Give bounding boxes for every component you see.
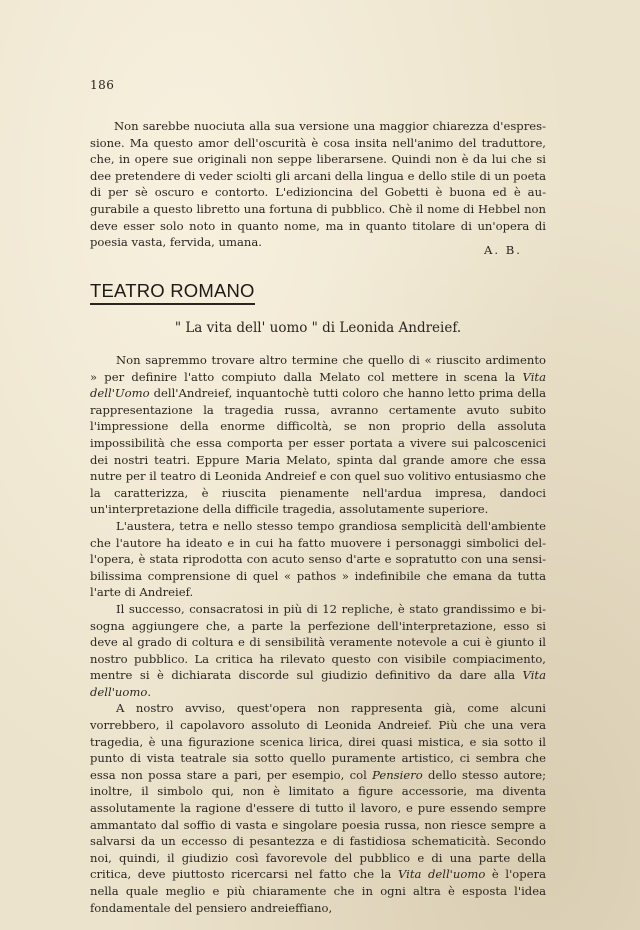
text-run: dello stesso autore; inoltre, il simbolo qui, non è limitato a figure accessorie, ma diventa assolutamente la ragione d'essere di tutto il lavoro, e pure essendo sempre ammantato dal soffio di vasta e singolare poesia russa, non riesce sempre a salvarsi da un eccesso di pesantezza e di fastidiosa schematicità. Secondo noi, quindi, il giudizio così favorevole del pubblico e di una parte della critica, deve piuttosto ricercarsi nel fatto che la <box>90 767 546 882</box>
play-title-italic: Pensiero <box>372 767 423 782</box>
text-run: . <box>147 684 151 699</box>
review-title: " La vita dell' uomo " di Leonida Andreief. <box>174 320 462 336</box>
review-paragraph-3 <box>90 601 546 701</box>
text-run: A nostro avviso, quest'opera non rappresenta già, come alcuni vorrebbero, il capolavoro assoluto di Leonida Andreief. Più che una vera tragedia, è una figurazione scenica lirica, direi quasi mistica, e sia sotto il punto di vista teatrale sia sotto quello puramente artistico, ci sembra che essa non possa stare a pari, per esempio, col <box>90 701 546 782</box>
review-paragraph-2: L'austera, tetra e nello stesso tempo grandiosa semplicità dell'ambiente che l'autore ha ideato e in cui ha fatto muovere i personaggi simbolici dell'opera, è stata riprodotta con acuto senso d'arte e sopratutto con una sensibilissima comprensione di quel « pathos » indefinibile che emana da tutta l'arte di Andreief. <box>90 518 546 600</box>
play-title-italic: Vita dell'uomo <box>397 867 486 882</box>
theater-review <box>90 352 546 916</box>
text-run: è l'opera nella quale meglio e più chiaramente che in ogni altra è esposta l'idea fondamentale del pensiero andreieffiano, <box>90 867 546 915</box>
play-title-italic: Vita dell'Uomo <box>90 369 546 401</box>
review-paragraph: Non sarebbe nuociuta alla sua versione una maggior chiarezza d'espressione. Ma questo amor dell'oscurità è cosa insita nell'animo del traduttore, che, in opere sue originali non seppe liberarsene. Quindi non è da lui che si dee pretendere di veder sciolti gli arcani della lingua e dello stile di un poeta di per sè oscuro e contorto. L'edizioncina del Gobetti è buona ed è augurabile a questo libretto una fortuna di pubblico. Chè il nome di Hebbel non deve esser solo noto in quanto nome, ma in quanto titolare di un'opera di poesia vasta, fervida, umana. <box>90 119 546 250</box>
text-run: Non sapremmo trovare altro termine che quello di « riuscito ardimento » per definire l'atto compiuto dalla Melato col mettere in scena la <box>90 353 546 384</box>
section-heading: TEATRO ROMANO <box>90 280 255 305</box>
review-continuation <box>90 118 546 251</box>
review-paragraph-4 <box>90 700 546 916</box>
play-title-italic: Vita dell'uomo <box>90 668 546 699</box>
review-paragraph-1 <box>90 352 546 518</box>
text-run: dell'Andreief, inquantochè tutti coloro che hanno letto prima della rappresentazione la tragedia russa, avranno certamente avuto subito l'impressione della enorme difficoltà, se non proprio della assoluta impossibilità che essa comporta per esser portata a vivere sui palcoscenici dei nostri teatri. Eppure Maria Melato, spinta dal grande amore che essa nutre per il teatro di Leonida Andreief e con quel suo volitivo entusiasmo che la caratterizza, è riuscita pienamente nell'ardua impresa, dandoci un'interpretazione della difficile tragedia, assolutamente superiore. <box>90 386 546 517</box>
text-run: Il successo, consacratosi in più di 12 repliche, è stato grandissimo e bisogna aggiungere che, a parte la perfezione dell'interpretazione, esso si deve al grado di coltura e di sensibilità veramente notevole a cui è giunto il nostro pubblico. La critica ha rilevato questo con visibile compiacimento, mentre si è dichiarata discorde sul giudizio definitivo da dare alla <box>90 601 546 683</box>
author-signature: A. B. <box>484 243 522 257</box>
page-number: 186 <box>90 78 115 92</box>
